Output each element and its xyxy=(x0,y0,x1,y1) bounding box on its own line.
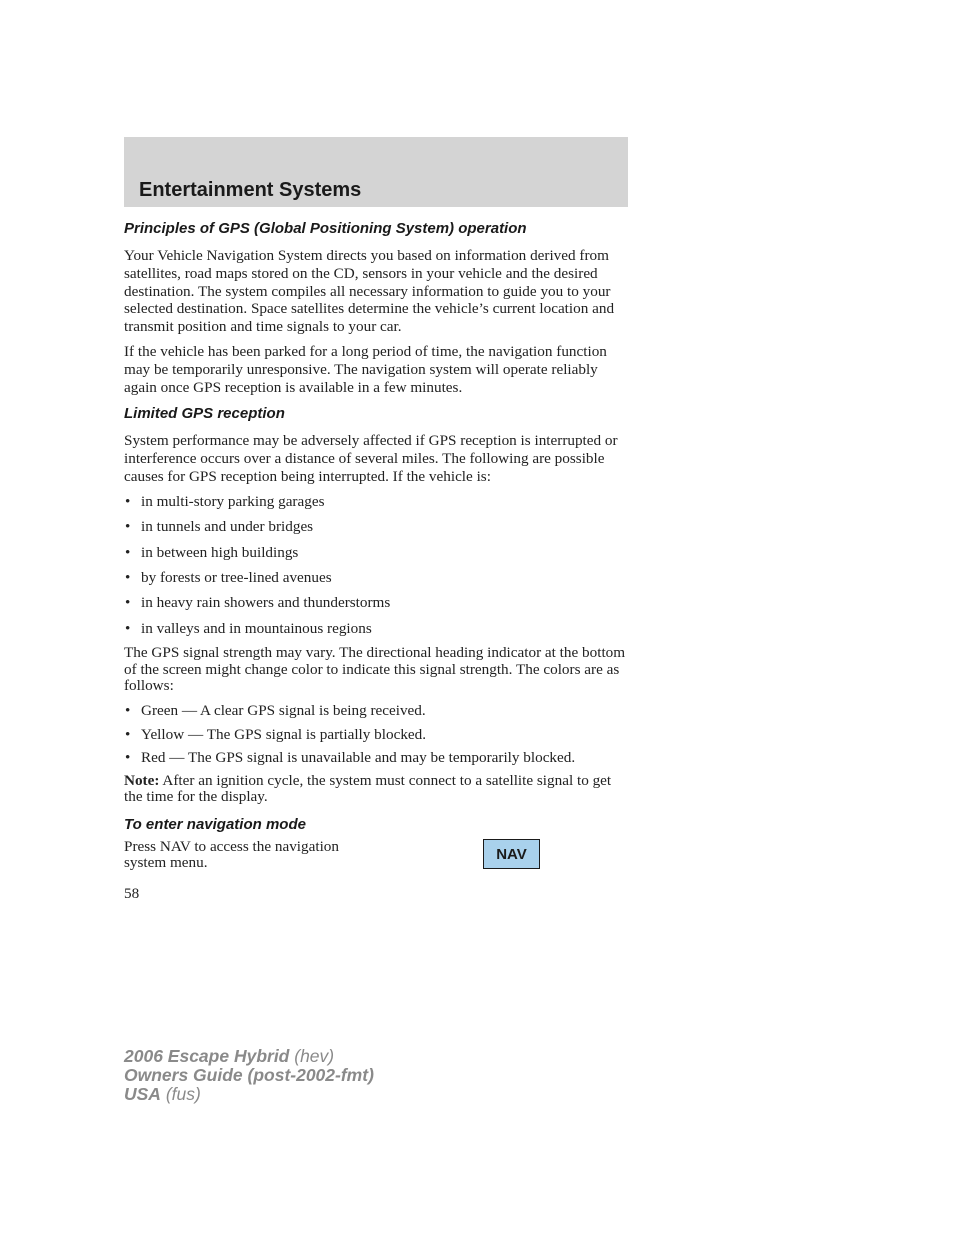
list-item: • in valleys and in mountainous regions xyxy=(124,620,630,638)
footer-line-1 xyxy=(124,1047,374,1066)
nav-mode-row xyxy=(124,839,630,885)
footer-market-code: (fus) xyxy=(160,1084,201,1104)
list-item: • Yellow — The GPS signal is partially blocked. xyxy=(124,726,630,744)
note-paragraph xyxy=(124,773,630,805)
list-item: • Red — The GPS signal is unavailable and may be temporarily blocked. xyxy=(124,749,630,767)
list-item: • by forests or tree-lined avenues xyxy=(124,569,630,587)
nav-mode-text: Press NAV to access the navigation system menu. xyxy=(124,837,339,872)
section-header-band xyxy=(124,137,628,207)
gps-principles-paragraph-2: If the vehicle has been parked for a long period of time, the navigation function may be temporarily unresponsive. The navigation system will operate reliably again once GPS reception is available in a few minutes. xyxy=(124,342,607,396)
reception-causes-list xyxy=(124,493,630,638)
gps-principles-paragraph-1: Your Vehicle Navigation System directs you based on information derived from satellites, road maps stored on the CD, sensors in your vehicle and the desired destination. The system compiles all necessary information to guide you to your selected destination. Space satellites determine the vehicle’s current location and transmit position and time signals to your car. xyxy=(124,247,615,336)
page-content xyxy=(124,219,630,903)
footer-guide: Owners Guide (post-2002-fmt) xyxy=(124,1065,374,1085)
footer-market: USA xyxy=(124,1084,161,1104)
footer-model: 2006 Escape Hybrid xyxy=(124,1046,290,1066)
note-label: Note: xyxy=(124,772,160,790)
signal-colors-list xyxy=(124,702,630,767)
list-item: • in tunnels and under bridges xyxy=(124,518,630,536)
document-footer xyxy=(124,1047,374,1104)
footer-model-code: (hev) xyxy=(289,1046,335,1066)
section-title: Entertainment Systems xyxy=(139,179,362,201)
list-item: • Green — A clear GPS signal is being received. xyxy=(124,702,630,720)
footer-line-2 xyxy=(124,1066,374,1085)
gps-principles-heading: Principles of GPS (Global Positioning System) operation xyxy=(124,220,527,237)
list-item: • in multi-story parking garages xyxy=(124,493,630,511)
nav-mode-heading: To enter navigation mode xyxy=(124,815,306,833)
page-number: 58 xyxy=(124,884,140,902)
signal-strength-intro: The GPS signal strength may vary. The directional heading indicator at the bottom of the screen might change color to indicate this signal strength. The colors are as follows: xyxy=(124,644,626,695)
limited-gps-heading: Limited GPS reception xyxy=(124,405,285,423)
nav-button[interactable]: NAV xyxy=(483,839,540,869)
limited-gps-intro: System performance may be adversely affected if GPS reception is interrupted or interference occurs over a distance of several miles. The following are possible causes for GPS reception being interrupted. If the vehicle is: xyxy=(124,432,618,485)
list-item: • in heavy rain showers and thunderstorms xyxy=(124,594,630,612)
list-item: • in between high buildings xyxy=(124,544,630,562)
note-text: After an ignition cycle, the system must connect to a satellite signal to get the time for the display. xyxy=(124,772,612,806)
footer-line-3 xyxy=(124,1085,374,1104)
